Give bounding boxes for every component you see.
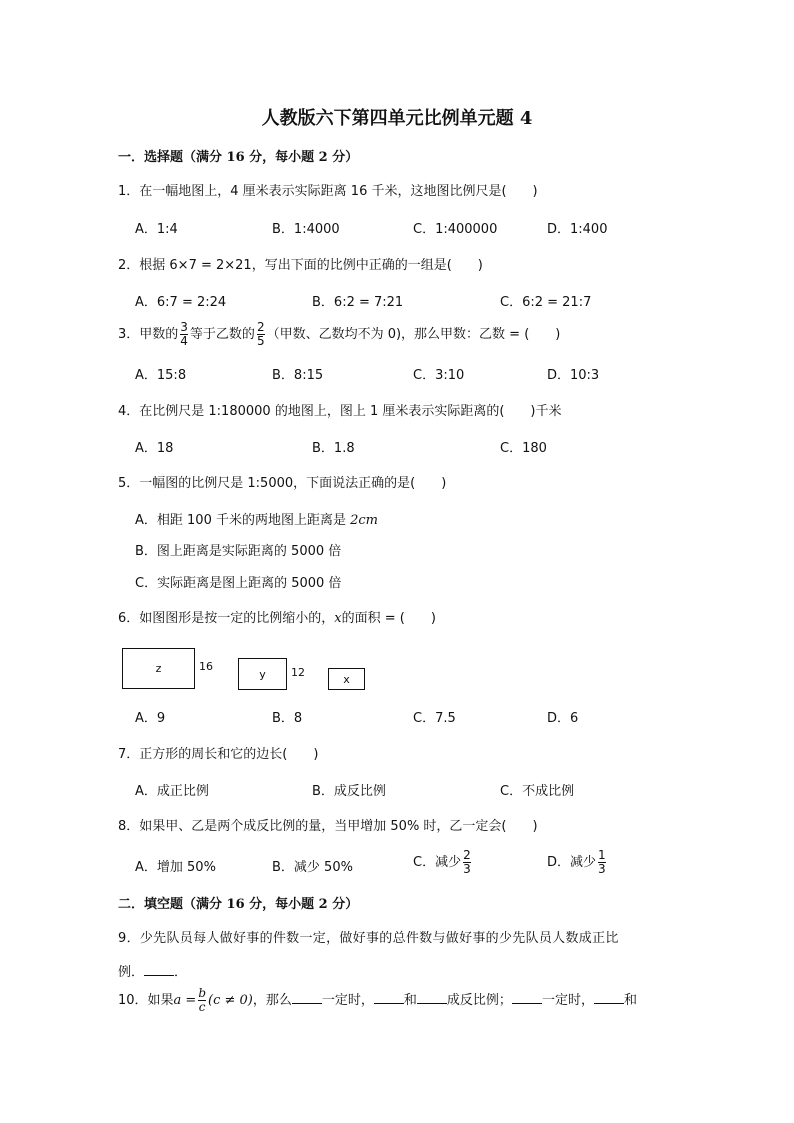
q1-option-d: D．1:400	[547, 222, 608, 237]
q2-option-a: A．6:7 = 2:24	[135, 295, 227, 310]
q7-option-c: C．不成比例	[500, 784, 575, 799]
q8-optd-num: 1	[598, 848, 606, 862]
q8-option-b: B．减少 50%	[272, 860, 353, 875]
q10-fraction	[198, 987, 206, 1014]
q1-option-b: B．1:4000	[272, 222, 340, 237]
rectangle-y-label: y	[259, 667, 266, 681]
q3-suffix: （甲数、乙数均不为 0)，那么甲数：乙数 = ( )	[266, 327, 561, 342]
q10-frac-num: b	[198, 986, 207, 1000]
q5-option-c: C．实际距离是图上距离的 5000 倍	[135, 576, 342, 591]
q4-option-b: B．1.8	[312, 441, 355, 456]
q3-frac1-den: 4	[180, 334, 188, 348]
q8-option-d	[547, 848, 608, 878]
q3-prefix: 3．甲数的	[118, 327, 179, 342]
q5-option-a	[135, 509, 378, 528]
q6-prefix: 6．如图图形是按一定的比例缩小的，	[118, 611, 335, 626]
q10-blank-3[interactable]	[417, 991, 447, 1004]
q10-blank-2[interactable]	[374, 991, 404, 1004]
q8-option-d-fraction	[598, 849, 606, 876]
question-1: 1．在一幅地图上，4 厘米表示实际距离 16 千米，这地图比例尺是( )	[118, 184, 538, 199]
q3-mid: 等于乙数的	[189, 327, 255, 342]
q8-option-d-prefix: D．减少	[547, 855, 597, 870]
q6-suffix: 的面积 = ( )	[341, 611, 436, 626]
q10-text-2: 一定时，	[321, 993, 374, 1008]
question-4: 4．在比例尺是 1:180000 的地图上，图上 1 厘米表示实际距离的( )千米	[118, 404, 562, 419]
q1-option-c: C．1:400000	[413, 222, 498, 237]
q3-frac2-num: 2	[256, 320, 265, 334]
question-7: 7．正方形的周长和它的边长( )	[118, 747, 319, 762]
rectangle-y-side: 12	[291, 666, 305, 679]
question-10	[118, 986, 637, 1016]
rectangle-z	[122, 648, 195, 689]
q10-frac-den: c	[198, 1000, 206, 1014]
rectangle-z-label: z	[155, 662, 162, 675]
q10-blank-5[interactable]	[594, 991, 624, 1004]
question-9-line-1: 9．少先队员每人做好事的件数一定，做好事的总件数与做好事的少先队员人数成正比	[118, 931, 619, 946]
q10-text-5: 一定时，	[541, 993, 594, 1008]
section-heading-fill: 二．填空题（满分 16 分，每小题 2 分）	[118, 897, 359, 912]
q3-option-d: D．10:3	[547, 368, 600, 383]
q2-option-b: B．6:2 = 7:21	[312, 295, 404, 310]
q8-option-a: A．增加 50%	[135, 860, 216, 875]
q6-option-d: D．6	[547, 711, 579, 726]
q6-option-c: C．7.5	[413, 711, 456, 726]
rectangle-x	[328, 668, 365, 690]
q3-fraction-1	[180, 321, 188, 348]
q7-option-b: B．成反比例	[312, 784, 386, 799]
rectangle-y	[238, 658, 287, 690]
q3-frac1-num: 3	[180, 320, 188, 334]
q10-blank-4[interactable]	[512, 991, 542, 1004]
q1-option-a: A．1:4	[135, 222, 178, 237]
q8-option-c	[413, 848, 473, 878]
q2-option-c: C．6:2 = 21:7	[500, 295, 592, 310]
q3-option-c: C．3:10	[413, 368, 465, 383]
q3-frac2-den: 5	[256, 334, 265, 348]
q3-fraction-2	[257, 321, 265, 348]
question-6	[118, 607, 436, 626]
q8-option-c-fraction	[463, 849, 471, 876]
q6-option-a: A．9	[135, 711, 166, 726]
q6-variable: x	[334, 611, 342, 626]
q7-option-a: A．成正比例	[135, 784, 209, 799]
q10-condition: (c ≠ 0)	[208, 993, 253, 1008]
q9-prefix: 例．	[118, 965, 145, 980]
q4-option-a: A．18	[135, 441, 174, 456]
q10-prefix: 10．如果	[118, 993, 174, 1008]
question-5: 5．一幅图的比例尺是 1:5000，下面说法正确的是( )	[118, 476, 447, 491]
q5-option-a-text: A．相距 100 千米的两地图上距离是	[135, 513, 351, 528]
q8-optd-den: 3	[598, 862, 606, 876]
q10-text-6: 和	[623, 993, 637, 1008]
rectangle-x-label: x	[343, 672, 350, 686]
q8-option-c-prefix: C．减少	[413, 855, 462, 870]
q10-formula-lhs: a =	[173, 993, 197, 1008]
q6-option-b: B．8	[272, 711, 303, 726]
page-title: 人教版六下第四单元比例单元题 4	[261, 108, 533, 129]
q4-option-c: C．180	[500, 441, 547, 456]
q3-option-a: A．15:8	[135, 368, 187, 383]
q5-option-a-unit: 2cm	[350, 513, 378, 528]
q10-blank-1[interactable]	[292, 991, 322, 1004]
q8-optc-num: 2	[463, 848, 471, 862]
q10-text-4: 成反比例；	[446, 993, 512, 1008]
q9-answer-blank[interactable]	[144, 963, 174, 976]
q5-option-b: B．图上距离是实际距离的 5000 倍	[135, 544, 342, 559]
q10-text-3: 和	[403, 993, 417, 1008]
question-3	[118, 320, 560, 350]
q9-suffix: ．	[174, 965, 188, 980]
q10-text-1: ，那么	[252, 993, 292, 1008]
question-8: 8．如果甲、乙是两个成反比例的量，当甲增加 50% 时，乙一定会( )	[118, 819, 538, 834]
q8-optc-den: 3	[463, 862, 471, 876]
question-2: 2．根据 6×7 = 2×21，写出下面的比例中正确的一组是( )	[118, 258, 483, 273]
section-heading-choice: 一．选择题（满分 16 分，每小题 2 分）	[118, 150, 359, 165]
q3-option-b: B．8:15	[272, 368, 324, 383]
question-9-line-2	[118, 961, 187, 980]
rectangle-z-side: 16	[199, 660, 213, 673]
